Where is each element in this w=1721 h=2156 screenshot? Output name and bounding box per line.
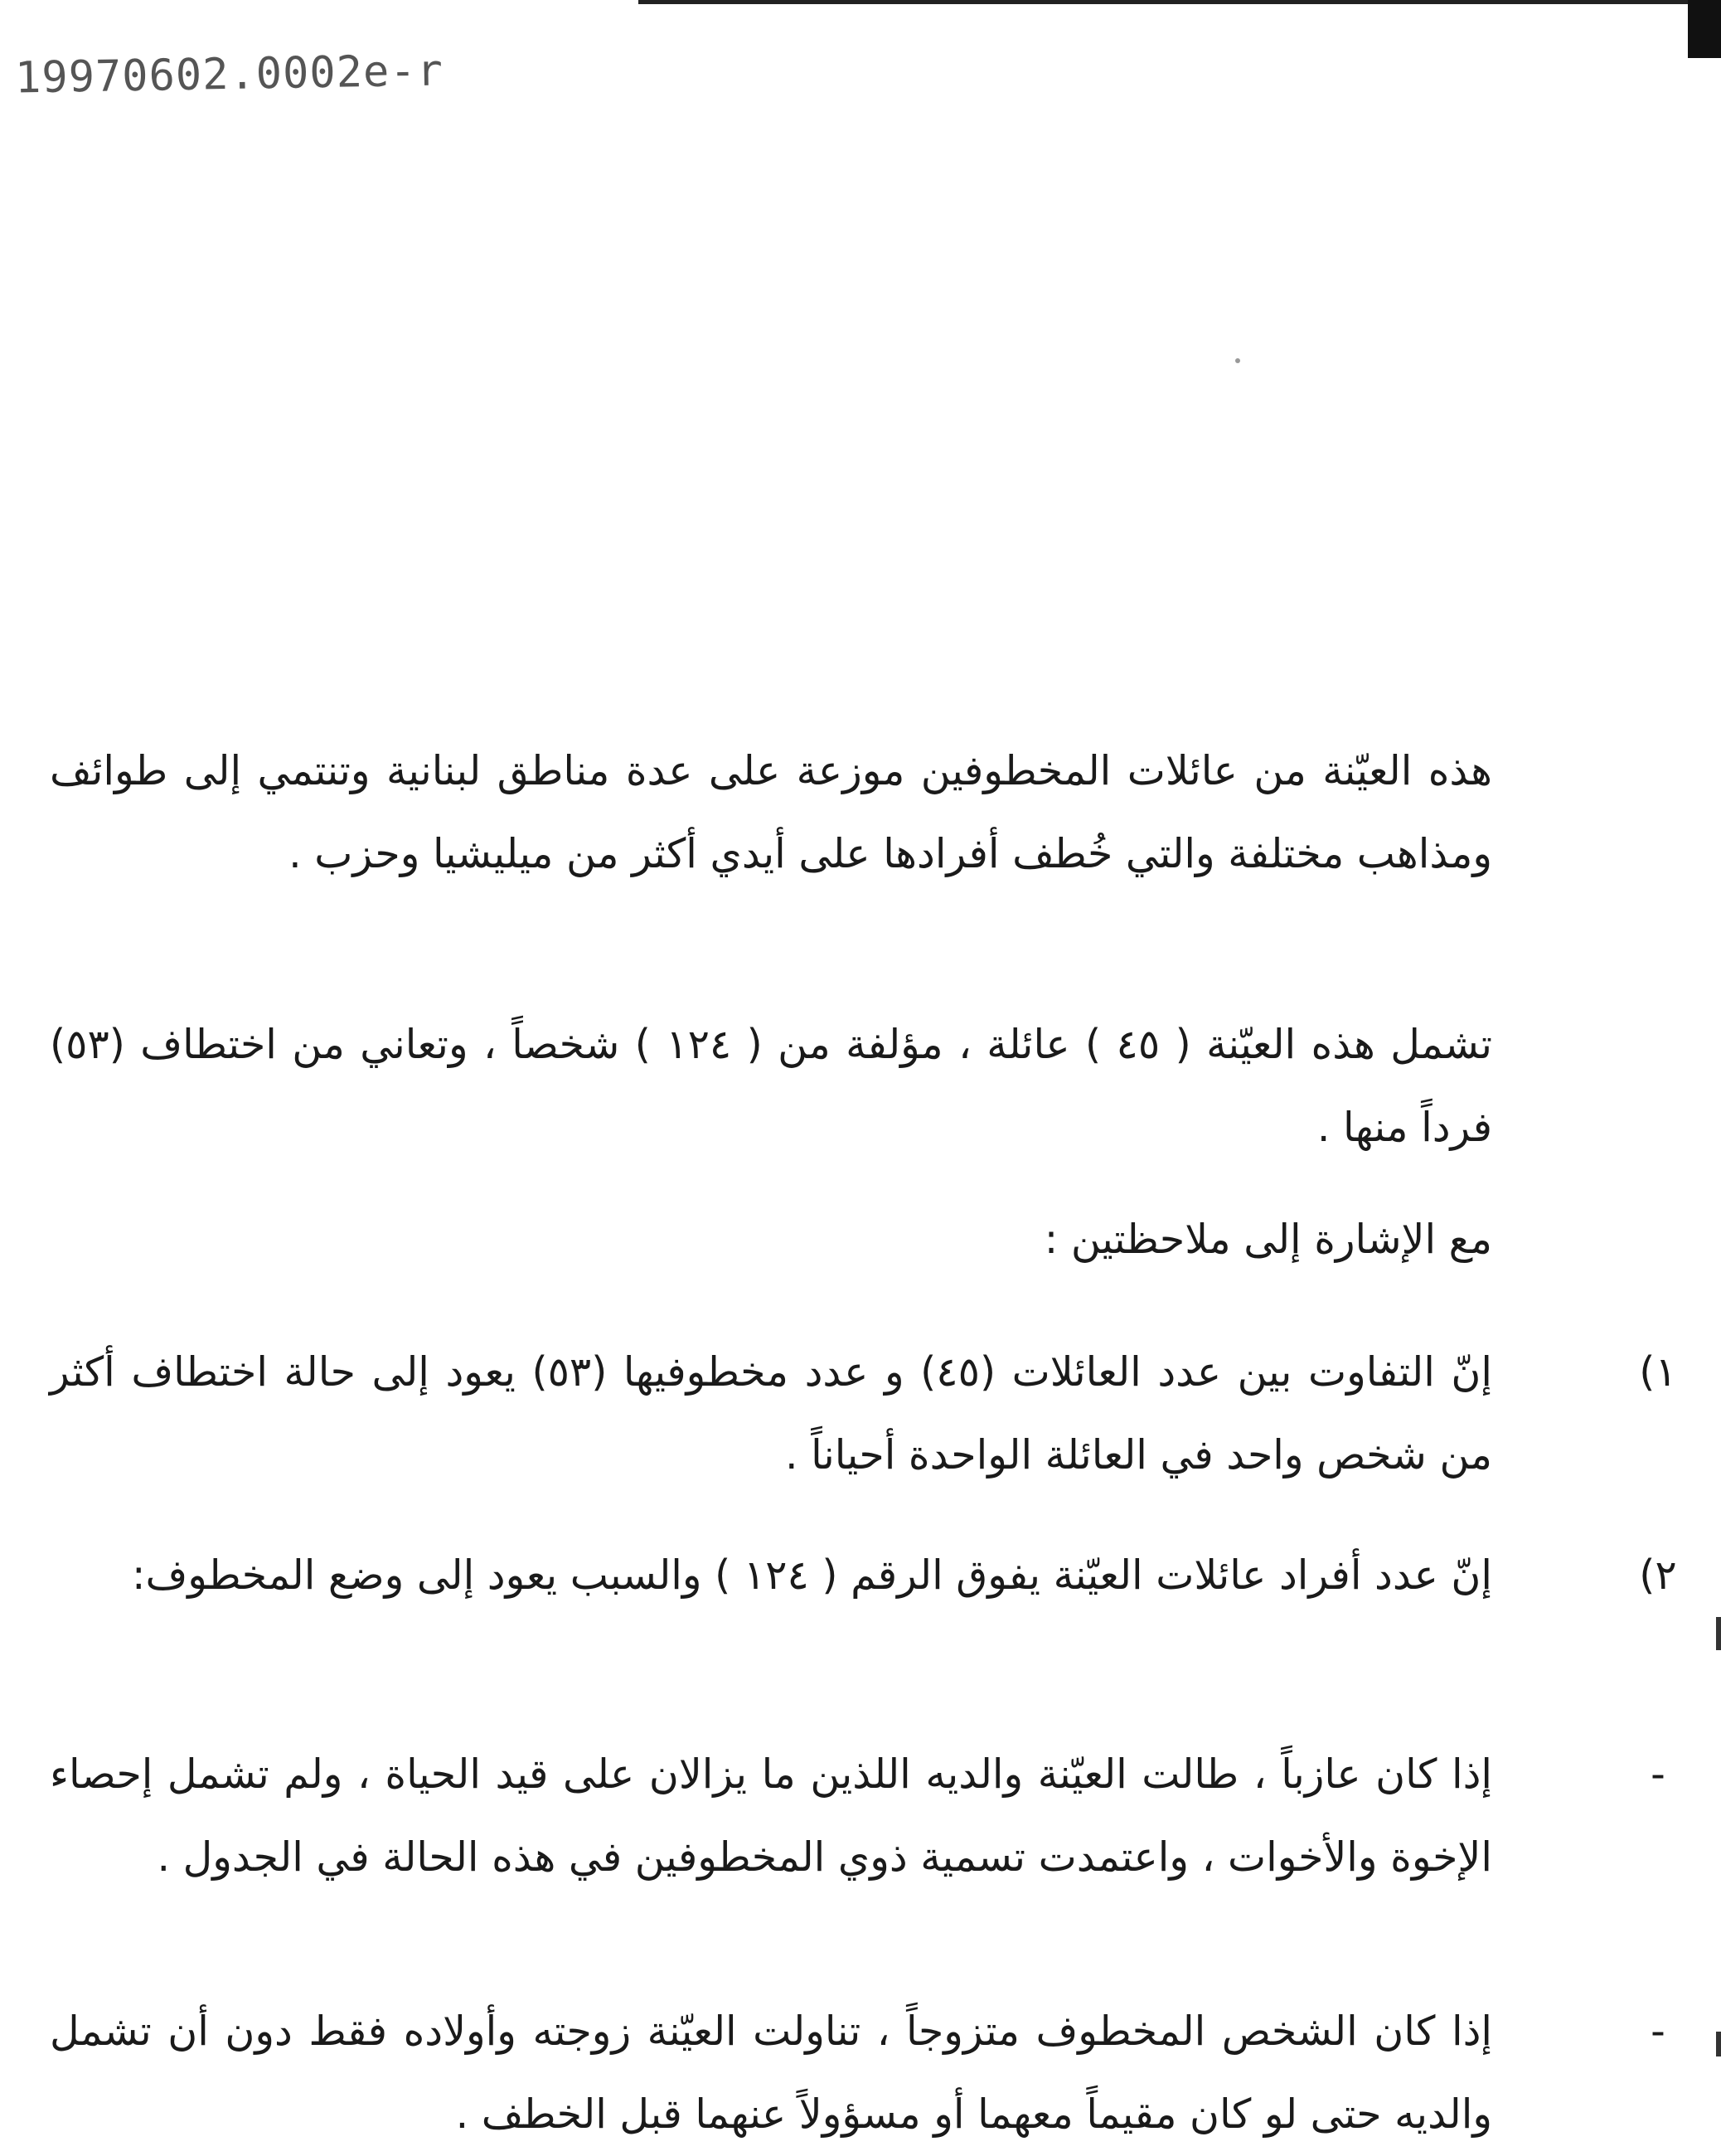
- dash-marker: -: [1651, 2008, 1665, 2055]
- scan-speck: [1235, 358, 1240, 363]
- scan-corner-mark: [1688, 0, 1721, 58]
- paragraph-sample-description: هذه العيّنة من عائلات المخطوفين موزعة على عدة مناطق لبنانية وتنتمي إلى طوائف ومذاهب مختلفة والتي خُطف أفرادها على أيدي أكثر من ميليشيا وحزب .: [50, 747, 1492, 877]
- note-number: ١): [1639, 1348, 1677, 1396]
- paragraph-notes-intro: مع الإشارة إلى ملاحظتين :: [1044, 1216, 1492, 1263]
- scan-edge-mark: [1716, 1617, 1721, 1650]
- dash-item-text: إذا كان عازباً ، طالت العيّنة والديه اللذين ما يزالان على قيد الحياة ، ولم تشمل إحصاء الإخوة والأخوات ، واعتمدت تسمية ذوي المخطوفين في هذه الحالة في الجدول .: [50, 1751, 1492, 1881]
- document-reference-number: 19970602.0002e-r: [14, 46, 444, 104]
- scan-top-border: [638, 0, 1721, 4]
- paragraph-sample-size: تشمل هذه العيّنة ( ٤٥ ) عائلة ، مؤلفة من ( ١٢٤ ) شخصاً ، وتعاني من اختطاف (٥٣) فرداً منها .: [50, 1021, 1492, 1151]
- note-text: إنّ عدد أفراد عائلات العيّنة يفوق الرقم ( ١٢٤ ) والسبب يعود إلى وضع المخطوف:: [132, 1551, 1492, 1599]
- note-text: إنّ التفاوت بين عدد العائلات (٤٥) و عدد مخطوفيها (٥٣) يعود إلى حالة اختطاف أكثر من شخص واحد في العائلة الواحدة أحياناً .: [50, 1348, 1492, 1479]
- scan-edge-mark: [1716, 2032, 1721, 2056]
- note-number: ٢): [1639, 1551, 1677, 1599]
- dash-item-text: إذا كان الشخص المخطوف متزوجاً ، تناولت العيّنة زوجته وأولاده فقط دون أن تشمل والديه حتى لو كان مقيماً معهما أو مسؤولاً عنهما قبل الخطف .: [50, 2008, 1492, 2138]
- dash-marker: -: [1651, 1751, 1665, 1798]
